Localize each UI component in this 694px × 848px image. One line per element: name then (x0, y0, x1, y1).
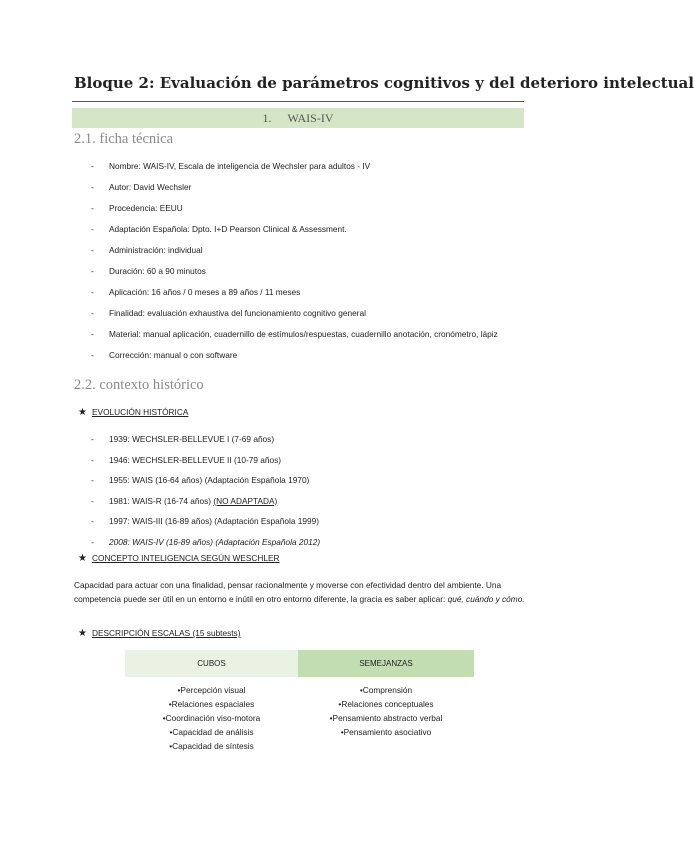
list-item: - Aplicación: 16 años / 0 meses a 89 años / 11 meses (91, 287, 539, 297)
star-icon: ★ (78, 628, 87, 639)
table-cell: •Relaciones conceptuales (338, 699, 434, 709)
table-header-semejanzas: SEMEJANZAS (298, 650, 474, 677)
table-cell: •Comprensión (359, 685, 413, 695)
section-header-wais-iv (72, 108, 524, 128)
list-item: - Nombre: WAIS-IV, Escala de inteligencia de Wechsler para adultos - IV (91, 161, 539, 171)
table-column-cubos (125, 683, 298, 753)
ficha-list (91, 161, 539, 371)
title-divider (72, 101, 524, 102)
star-icon: ★ (78, 407, 87, 418)
list-item: - 1997: WAIS-III (16-89 años) (Adaptación Española 1999) (91, 516, 539, 526)
list-item: - Finalidad: evaluación exhaustiva del funcionamiento cognitivo general (91, 308, 539, 318)
subheading-label: CONCEPTO INTELIGENCIA SEGÚN WESCHLER (92, 553, 280, 563)
list-item: - Procedencia: EEUU (91, 203, 539, 213)
no-adaptada-note: (NO ADAPTADA) (213, 495, 278, 506)
subheading-evolucion (78, 407, 188, 418)
subheading-label: EVOLUCIÓN HISTÓRICA (92, 407, 189, 417)
list-item: - Corrección: manual o con software (91, 350, 539, 360)
history-list (91, 434, 539, 557)
subheading-concepto (78, 553, 279, 564)
concepto-text: Capacidad para actuar con una finalidad, pensar racionalmente y moverse con efectividad dentro del ambiente. Una competencia puede ser útil en un entorno e inútil en otro entorno diferente, la gracia es saber aplicar: (74, 580, 502, 604)
list-item: - 2008: WAIS-IV (16-89 años) (Adaptación Española 2012) (91, 537, 539, 547)
table-column-semejanzas (298, 683, 474, 739)
table-cell: •Pensamiento asociativo (340, 727, 432, 737)
list-item: - Duración: 60 a 90 minutos (91, 266, 539, 276)
heading-ficha-tecnica: 2.1. ficha técnica (74, 131, 174, 147)
history-text: 1981: WAIS-R (16-74 años) (109, 495, 214, 506)
list-item: - Adaptación Española: Dpto. I+D Pearson Clinical & Assessment. (91, 224, 539, 234)
document-title: Bloque 2: Evaluación de parámetros cognitivos y del deterioro intelectual (74, 74, 694, 92)
list-item: - 1939: WECHSLER-BELLEVUE I (7-69 años) (91, 434, 539, 444)
concepto-paragraph (74, 578, 526, 606)
subheading-label: DESCRIPCIÓN ESCALAS (15 subtests) (92, 628, 241, 638)
table-cell: •Capacidad de análisis (169, 727, 254, 737)
heading-contexto-historico: 2.2. contexto histórico (74, 377, 204, 393)
table-header-cubos: CUBOS (125, 650, 298, 677)
section-label: WAIS-IV (287, 111, 334, 125)
list-item: - Material: manual aplicación, cuadernillo de estímulos/respuestas, cuadernillo anotación, cronómetro, lápiz (91, 329, 539, 340)
concepto-emphasis: qué, cuándo y cómo. (447, 594, 525, 604)
table-cell: •Capacidad de síntesis (169, 741, 254, 751)
table-cell: •Pensamiento abstracto verbal (329, 713, 443, 723)
list-item: - Autor: David Wechsler (91, 182, 539, 192)
star-icon: ★ (78, 553, 87, 564)
list-item (91, 496, 539, 506)
list-item: - 1955: WAIS (16-64 años) (Adaptación Española 1970) (91, 475, 539, 485)
section-number: 1. (262, 111, 272, 125)
table-cell: •Coordinación viso-motora (162, 713, 261, 723)
table-cell: •Relaciones espaciales (168, 699, 255, 709)
list-item: - 1946: WECHSLER-BELLEVUE II (10-79 años) (91, 455, 539, 465)
table-cell: •Percepción visual (177, 685, 246, 695)
list-item: - Administración: individual (91, 245, 539, 255)
subheading-escalas (78, 628, 240, 639)
